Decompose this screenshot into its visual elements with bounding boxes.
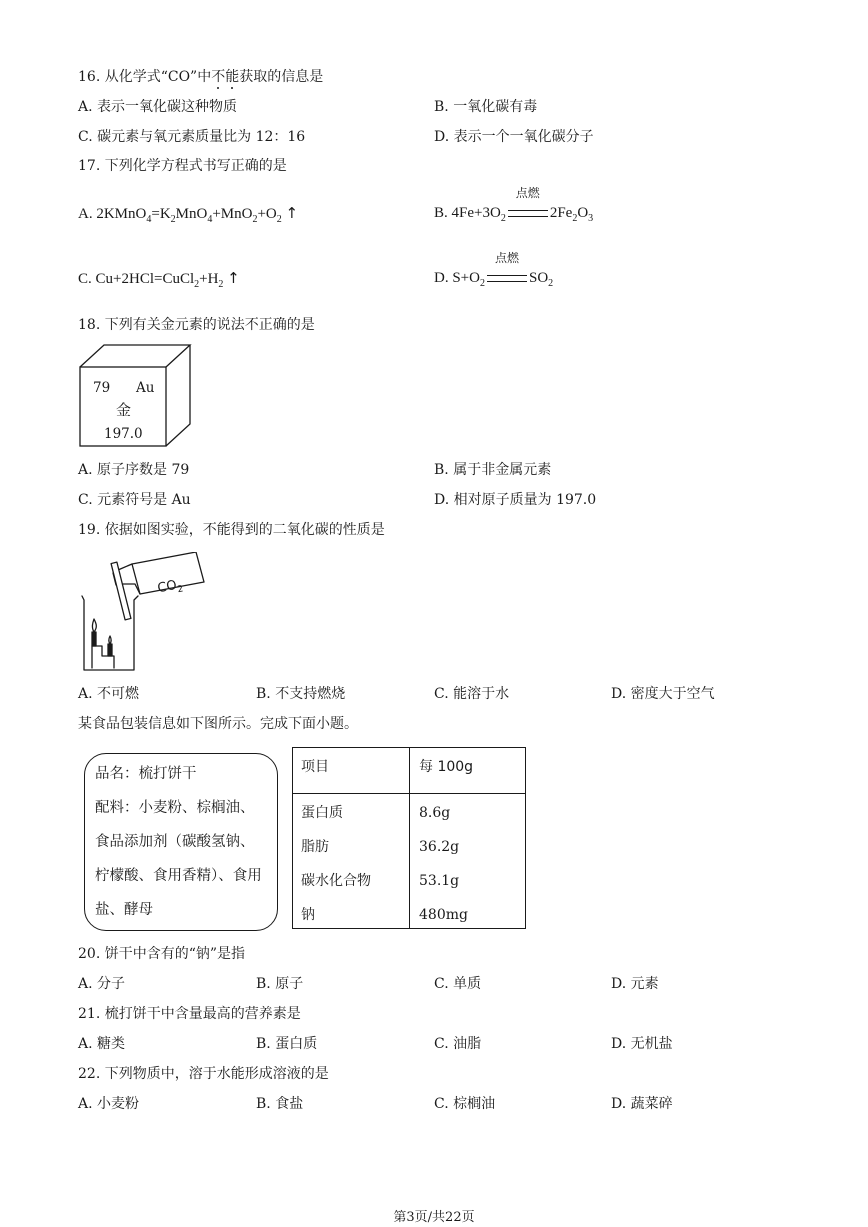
q20-option-b[interactable]: B. 原子	[256, 976, 304, 992]
nutrition-row-value: 53.1g	[419, 873, 460, 889]
q21-option-b[interactable]: B. 蛋白质	[256, 1036, 318, 1052]
q21-option-c[interactable]: C. 油脂	[434, 1036, 482, 1052]
bottle-label: $CO_2$	[156, 577, 185, 597]
food-label-line: 品名：梳打饼干	[95, 766, 197, 782]
q19-stem: 19. 依据如图实验，不能得到的二氧化碳的性质是	[78, 522, 385, 538]
q17-option-a[interactable]: A. $2KMnO_4=K_2MnO_4+MnO_2+O_2$ ↑	[78, 204, 299, 225]
nutrition-header-item: 项目	[301, 759, 329, 775]
q17-option-c[interactable]: C. $Cu+2HCl=CuCl_2+H_2$ ↑	[78, 269, 240, 290]
emphasis-dot-mark: 能	[225, 69, 240, 85]
food-label-line: 柠檬酸、食用香精）、食用	[95, 868, 262, 884]
nutrition-row-value: 36.2g	[419, 839, 460, 855]
q16-option-a[interactable]: A. 表示一氧化碳这种物质	[78, 99, 238, 115]
nutrition-table	[292, 747, 526, 929]
q18-option-a[interactable]: A. 原子序数是 79	[78, 462, 190, 478]
atomic-mass: 197.0	[104, 426, 143, 442]
nutrition-row-name: 碳水化合物	[301, 873, 371, 889]
q16-option-b[interactable]: B. 一氧化碳有毒	[434, 99, 538, 115]
food-label-line: 食品添加剂（碳酸氢钠、	[95, 834, 255, 850]
element-symbol: Au	[136, 380, 155, 396]
q18-stem: 18. 下列有关金元素的说法不正确的是	[78, 317, 315, 333]
q19-option-c[interactable]: C. 能溶于水	[434, 686, 510, 702]
nutrition-header-per: 每 100g	[419, 759, 474, 775]
q20-stem: 20. 饼干中含有的“钠”是指	[78, 946, 246, 962]
q18-option-c[interactable]: C. 元素符号是 Au	[78, 492, 191, 508]
reaction-condition: 点燃	[487, 268, 527, 288]
nutrition-row-name: 脂肪	[301, 839, 329, 855]
q22-option-b[interactable]: B. 食盐	[256, 1096, 304, 1112]
q18-option-b[interactable]: B. 属于非金属元素	[434, 462, 552, 478]
q17-option-d[interactable]: D. $S+O_2$ 点燃 $SO_2$	[434, 251, 554, 289]
food-label-line: 配料：小麦粉、棕榈油、	[95, 800, 255, 816]
q22-option-c[interactable]: C. 棕榈油	[434, 1096, 496, 1112]
q20-option-d[interactable]: D. 元素	[611, 976, 659, 992]
reaction-condition: 点燃	[508, 203, 548, 223]
q20-option-a[interactable]: A. 分子	[78, 976, 126, 992]
q20-option-c[interactable]: C. 单质	[434, 976, 482, 992]
gas-arrow-icon: ↑	[227, 269, 240, 287]
q17-stem: 17. 下列化学方程式书写正确的是	[78, 158, 287, 174]
q18-option-d[interactable]: D. 相对原子质量为 197.0	[434, 492, 597, 508]
q22-option-a[interactable]: A. 小麦粉	[78, 1096, 140, 1112]
nutrition-row-value: 480mg	[419, 907, 468, 923]
nutrition-row-name: 钠	[301, 907, 315, 923]
q19-option-a[interactable]: A. 不可燃	[78, 686, 140, 702]
q16-option-c[interactable]: C. 碳元素与氧元素质量比为 12：16	[78, 129, 306, 145]
q22-stem: 22. 下列物质中，溶于水能形成溶液的是	[78, 1066, 329, 1082]
q17-option-b[interactable]: B. $4Fe+3O_2$ 点燃 $2Fe_2O_3$	[434, 186, 594, 224]
nutrition-row-value: 8.6g	[419, 805, 451, 821]
nutrition-row-name: 蛋白质	[301, 805, 343, 821]
q16-option-d[interactable]: D. 表示一个一氧化碳分子	[434, 129, 594, 145]
emphasis-dot-mark: 不	[211, 69, 226, 85]
q21-option-d[interactable]: D. 无机盐	[611, 1036, 673, 1052]
food-label-line: 盐、酵母	[95, 902, 153, 918]
q21-stem: 21. 梳打饼干中含量最高的营养素是	[78, 1006, 301, 1022]
q22-option-d[interactable]: D. 蔬菜碎	[611, 1096, 673, 1112]
page-number: 第3页/共22页	[393, 1210, 475, 1225]
atomic-number: 79	[93, 380, 111, 396]
gas-arrow-icon: ↑	[285, 204, 299, 222]
q21-option-a[interactable]: A. 糖类	[78, 1036, 126, 1052]
group-intro: 某食品包装信息如下图所示。完成下面小题。	[78, 716, 358, 732]
q19-option-b[interactable]: B. 不支持燃烧	[256, 686, 346, 702]
element-name: 金	[116, 401, 132, 419]
q19-option-d[interactable]: D. 密度大于空气	[611, 686, 715, 702]
food-label-box	[84, 753, 278, 931]
q16-stem: 16. 从化学式“CO”中不能获取的信息是	[78, 69, 324, 85]
co2-pouring-figure	[80, 552, 220, 674]
